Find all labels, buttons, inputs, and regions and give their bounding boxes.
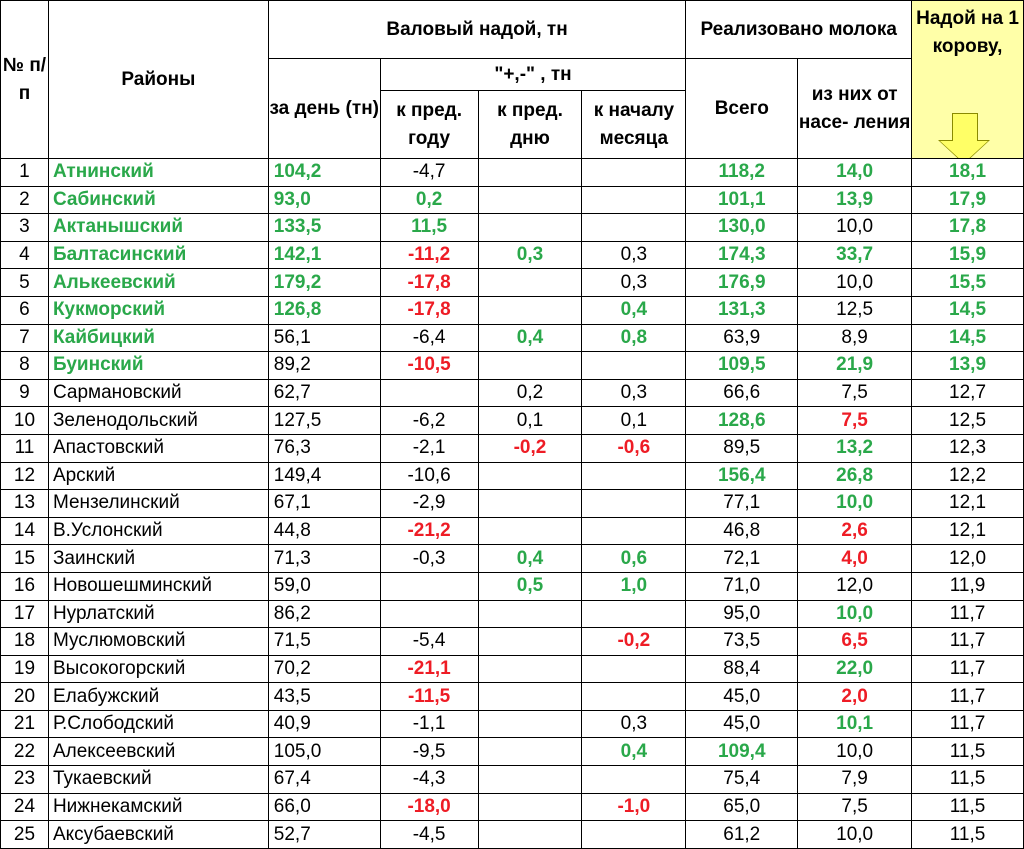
to-prev-day-value [478, 766, 582, 794]
table-row [1, 655, 1024, 683]
row-number: 1 [1, 159, 49, 187]
to-prev-day-value: 0,1 [478, 407, 582, 435]
per-day-value: 133,5 [268, 214, 380, 242]
to-prev-day-value [478, 296, 582, 324]
row-number: 23 [1, 766, 49, 794]
col-header-num: № п/п [1, 1, 49, 159]
district-name: Аксубаевский [48, 821, 268, 849]
per-day-value: 86,2 [268, 600, 380, 628]
yield-per-cow-value: 12,0 [912, 545, 1024, 573]
down-arrow-head-icon [940, 141, 988, 159]
row-number: 11 [1, 434, 49, 462]
yield-per-cow-value: 17,8 [912, 214, 1024, 242]
total-sold-value: 118,2 [686, 159, 798, 187]
per-day-value: 89,2 [268, 352, 380, 380]
to-prev-day-value [478, 269, 582, 297]
from-population-value: 12,5 [798, 296, 912, 324]
to-month-start-value: 0,1 [582, 407, 686, 435]
row-number: 9 [1, 379, 49, 407]
to-prev-year-value: -6,2 [380, 407, 478, 435]
table-row [1, 462, 1024, 490]
per-day-value: 52,7 [268, 821, 380, 849]
to-prev-year-value: -4,3 [380, 766, 478, 794]
to-prev-day-value [478, 628, 582, 656]
yield-per-cow-value: 11,9 [912, 572, 1024, 600]
to-month-start-value: 0,3 [582, 241, 686, 269]
col-header-to-prev-day: к пред. дню [478, 91, 582, 159]
district-name: Новошешминский [48, 572, 268, 600]
to-prev-year-value: -11,5 [380, 683, 478, 711]
district-name: Атнинский [48, 159, 268, 187]
table-row [1, 628, 1024, 656]
district-name: Нижнекамский [48, 793, 268, 821]
per-day-value: 104,2 [268, 159, 380, 187]
row-number: 21 [1, 710, 49, 738]
district-name: Нурлатский [48, 600, 268, 628]
district-name: Актанышский [48, 214, 268, 242]
yield-per-cow-value: 15,9 [912, 241, 1024, 269]
row-number: 6 [1, 296, 49, 324]
to-prev-day-value: -0,2 [478, 434, 582, 462]
table-row [1, 490, 1024, 518]
to-month-start-value: 0,3 [582, 710, 686, 738]
to-month-start-value [582, 766, 686, 794]
district-name: Сармановский [48, 379, 268, 407]
to-prev-year-value: 11,5 [380, 214, 478, 242]
table-row [1, 434, 1024, 462]
to-prev-day-value [478, 600, 582, 628]
from-population-value: 10,0 [798, 214, 912, 242]
from-population-value: 22,0 [798, 655, 912, 683]
table-row [1, 352, 1024, 380]
total-sold-value: 72,1 [686, 545, 798, 573]
yield-per-cow-value: 11,5 [912, 766, 1024, 794]
row-number: 25 [1, 821, 49, 849]
table-row [1, 600, 1024, 628]
row-number: 5 [1, 269, 49, 297]
to-month-start-value [582, 600, 686, 628]
per-day-value: 149,4 [268, 462, 380, 490]
total-sold-value: 131,3 [686, 296, 798, 324]
per-day-value: 43,5 [268, 683, 380, 711]
total-sold-value: 176,9 [686, 269, 798, 297]
to-month-start-value: -0,2 [582, 628, 686, 656]
from-population-value: 10,0 [798, 821, 912, 849]
to-prev-day-value: 0,4 [478, 545, 582, 573]
total-sold-value: 101,1 [686, 186, 798, 214]
to-prev-day-value [478, 214, 582, 242]
yield-per-cow-value: 11,5 [912, 738, 1024, 766]
row-number: 20 [1, 683, 49, 711]
from-population-value: 10,0 [798, 600, 912, 628]
to-prev-year-value: -1,1 [380, 710, 478, 738]
from-population-value: 10,1 [798, 710, 912, 738]
total-sold-value: 61,2 [686, 821, 798, 849]
yield-per-cow-value: 13,9 [912, 352, 1024, 380]
row-number: 17 [1, 600, 49, 628]
to-prev-year-value: -21,2 [380, 517, 478, 545]
district-name: Р.Слободский [48, 710, 268, 738]
yield-per-cow-value: 14,5 [912, 324, 1024, 352]
table-row [1, 324, 1024, 352]
to-prev-day-value [478, 710, 582, 738]
from-population-value: 6,5 [798, 628, 912, 656]
row-number: 8 [1, 352, 49, 380]
col-header-to-prev-year: к пред. году [380, 91, 478, 159]
total-sold-value: 63,9 [686, 324, 798, 352]
to-month-start-value: -1,0 [582, 793, 686, 821]
total-sold-value: 130,0 [686, 214, 798, 242]
total-sold-value: 75,4 [686, 766, 798, 794]
per-day-value: 66,0 [268, 793, 380, 821]
to-prev-year-value: -17,8 [380, 269, 478, 297]
district-name: Балтасинский [48, 241, 268, 269]
to-prev-year-value: -9,5 [380, 738, 478, 766]
to-prev-year-value: -10,5 [380, 352, 478, 380]
total-sold-value: 45,0 [686, 710, 798, 738]
row-number: 13 [1, 490, 49, 518]
row-number: 24 [1, 793, 49, 821]
to-prev-year-value: 0,2 [380, 186, 478, 214]
per-day-value: 56,1 [268, 324, 380, 352]
to-month-start-value: 0,3 [582, 269, 686, 297]
to-month-start-value [582, 490, 686, 518]
per-day-value: 105,0 [268, 738, 380, 766]
from-population-value: 4,0 [798, 545, 912, 573]
per-day-value: 76,3 [268, 434, 380, 462]
col-header-sold-milk: Реализовано молока [686, 1, 912, 59]
table-row [1, 517, 1024, 545]
to-month-start-value: -0,6 [582, 434, 686, 462]
from-population-value: 7,5 [798, 379, 912, 407]
to-month-start-value [582, 159, 686, 187]
total-sold-value: 174,3 [686, 241, 798, 269]
yield-per-cow-value: 11,7 [912, 628, 1024, 656]
from-population-value: 10,0 [798, 490, 912, 518]
per-day-value: 44,8 [268, 517, 380, 545]
total-sold-value: 71,0 [686, 572, 798, 600]
yield-per-cow-value: 12,1 [912, 490, 1024, 518]
to-prev-year-value: -5,4 [380, 628, 478, 656]
col-header-gross-yield: Валовый надой, тн [268, 1, 686, 59]
to-month-start-value [582, 352, 686, 380]
col-header-to-month-start: к началу месяца [582, 91, 686, 159]
to-prev-year-value [380, 572, 478, 600]
to-month-start-value: 0,4 [582, 296, 686, 324]
district-name: Кукморский [48, 296, 268, 324]
table-row [1, 214, 1024, 242]
yield-per-cow-value: 17,9 [912, 186, 1024, 214]
row-number: 14 [1, 517, 49, 545]
district-name: Заинский [48, 545, 268, 573]
district-name: Мензелинский [48, 490, 268, 518]
to-prev-day-value: 0,3 [478, 241, 582, 269]
from-population-value: 14,0 [798, 159, 912, 187]
table-row [1, 738, 1024, 766]
from-population-value: 7,5 [798, 407, 912, 435]
row-number: 2 [1, 186, 49, 214]
total-sold-value: 66,6 [686, 379, 798, 407]
to-prev-day-value [478, 655, 582, 683]
to-month-start-value: 1,0 [582, 572, 686, 600]
table-row [1, 710, 1024, 738]
to-prev-year-value [380, 379, 478, 407]
from-population-value: 10,0 [798, 269, 912, 297]
to-prev-day-value: 0,4 [478, 324, 582, 352]
yield-per-cow-value: 11,5 [912, 793, 1024, 821]
yield-per-cow-value: 12,2 [912, 462, 1024, 490]
row-number: 15 [1, 545, 49, 573]
table-row [1, 407, 1024, 435]
district-name: В.Услонский [48, 517, 268, 545]
district-name: Алькеевский [48, 269, 268, 297]
yield-per-cow-value: 11,7 [912, 683, 1024, 711]
table-row [1, 793, 1024, 821]
to-month-start-value [582, 655, 686, 683]
district-name: Елабужский [48, 683, 268, 711]
per-day-value: 126,8 [268, 296, 380, 324]
table-row [1, 766, 1024, 794]
to-prev-day-value [478, 793, 582, 821]
to-prev-day-value: 0,5 [478, 572, 582, 600]
to-month-start-value: 0,8 [582, 324, 686, 352]
total-sold-value: 88,4 [686, 655, 798, 683]
row-number: 19 [1, 655, 49, 683]
yield-per-cow-value: 14,5 [912, 296, 1024, 324]
col-header-from-population: из них от насе- ления [798, 59, 912, 159]
to-prev-day-value [478, 490, 582, 518]
table-row [1, 186, 1024, 214]
per-day-value: 179,2 [268, 269, 380, 297]
from-population-value: 21,9 [798, 352, 912, 380]
table-row [1, 379, 1024, 407]
to-prev-year-value: -2,1 [380, 434, 478, 462]
col-header-per-day: за день (тн) [268, 59, 380, 159]
per-day-value: 71,3 [268, 545, 380, 573]
table-row [1, 241, 1024, 269]
per-day-value: 67,4 [268, 766, 380, 794]
table-row [1, 821, 1024, 849]
to-month-start-value [582, 683, 686, 711]
to-prev-day-value [478, 159, 582, 187]
total-sold-value: 109,5 [686, 352, 798, 380]
row-number: 18 [1, 628, 49, 656]
row-number: 7 [1, 324, 49, 352]
yield-per-cow-value: 18,1 [912, 159, 1024, 187]
total-sold-value: 156,4 [686, 462, 798, 490]
col-header-yield-per-cow [912, 1, 1024, 159]
per-day-value: 142,1 [268, 241, 380, 269]
to-month-start-value [582, 517, 686, 545]
district-name: Алексеевский [48, 738, 268, 766]
row-number: 4 [1, 241, 49, 269]
from-population-value: 13,9 [798, 186, 912, 214]
table-row [1, 545, 1024, 573]
total-sold-value: 73,5 [686, 628, 798, 656]
col-header-total: Всего [686, 59, 798, 159]
row-number: 10 [1, 407, 49, 435]
district-name: Буинский [48, 352, 268, 380]
to-prev-day-value [478, 683, 582, 711]
district-name: Тукаевский [48, 766, 268, 794]
to-prev-year-value: -21,1 [380, 655, 478, 683]
to-month-start-value [582, 821, 686, 849]
to-prev-day-value [478, 738, 582, 766]
to-month-start-value: 0,4 [582, 738, 686, 766]
to-prev-year-value: -4,5 [380, 821, 478, 849]
yield-per-cow-value: 15,5 [912, 269, 1024, 297]
per-day-value: 70,2 [268, 655, 380, 683]
total-sold-value: 65,0 [686, 793, 798, 821]
col-header-district: Районы [48, 1, 268, 159]
total-sold-value: 45,0 [686, 683, 798, 711]
district-name: Кайбицкий [48, 324, 268, 352]
from-population-value: 8,9 [798, 324, 912, 352]
from-population-value: 7,9 [798, 766, 912, 794]
per-day-value: 71,5 [268, 628, 380, 656]
district-name: Апастовский [48, 434, 268, 462]
from-population-value: 26,8 [798, 462, 912, 490]
to-prev-year-value: -2,9 [380, 490, 478, 518]
district-name: Высокогорский [48, 655, 268, 683]
row-number: 3 [1, 214, 49, 242]
from-population-value: 10,0 [798, 738, 912, 766]
total-sold-value: 109,4 [686, 738, 798, 766]
to-prev-year-value [380, 600, 478, 628]
yield-per-cow-value: 12,5 [912, 407, 1024, 435]
table-row [1, 296, 1024, 324]
to-prev-year-value: -10,6 [380, 462, 478, 490]
yield-per-cow-value: 12,1 [912, 517, 1024, 545]
col-header-plus-minus: "+,-" , тн [380, 59, 686, 91]
to-prev-year-value: -6,4 [380, 324, 478, 352]
from-population-value: 2,6 [798, 517, 912, 545]
district-name: Муслюмовский [48, 628, 268, 656]
to-prev-year-value: -17,8 [380, 296, 478, 324]
yield-per-cow-value: 11,7 [912, 600, 1024, 628]
yield-per-cow-value: 11,7 [912, 655, 1024, 683]
to-prev-day-value [478, 352, 582, 380]
row-number: 12 [1, 462, 49, 490]
total-sold-value: 95,0 [686, 600, 798, 628]
to-prev-year-value: -18,0 [380, 793, 478, 821]
table-body [1, 159, 1024, 849]
yield-per-cow-value: 12,3 [912, 434, 1024, 462]
from-population-value: 2,0 [798, 683, 912, 711]
table-row [1, 269, 1024, 297]
to-month-start-value [582, 214, 686, 242]
to-prev-year-value: -4,7 [380, 159, 478, 187]
to-month-start-value: 0,3 [582, 379, 686, 407]
from-population-value: 33,7 [798, 241, 912, 269]
total-sold-value: 89,5 [686, 434, 798, 462]
district-name: Арский [48, 462, 268, 490]
district-name: Зеленодольский [48, 407, 268, 435]
to-month-start-value: 0,6 [582, 545, 686, 573]
callout-label: Надой на 1 корову, [916, 8, 1019, 57]
table-row [1, 572, 1024, 600]
row-number: 22 [1, 738, 49, 766]
per-day-value: 40,9 [268, 710, 380, 738]
from-population-value: 13,2 [798, 434, 912, 462]
down-arrow-icon [952, 113, 978, 144]
to-prev-day-value [478, 186, 582, 214]
to-prev-day-value [478, 821, 582, 849]
total-sold-value: 128,6 [686, 407, 798, 435]
to-month-start-value [582, 462, 686, 490]
to-prev-day-value [478, 517, 582, 545]
from-population-value: 12,0 [798, 572, 912, 600]
total-sold-value: 77,1 [686, 490, 798, 518]
table-row [1, 683, 1024, 711]
row-number: 16 [1, 572, 49, 600]
per-day-value: 67,1 [268, 490, 380, 518]
table-row [1, 159, 1024, 187]
yield-per-cow-value: 11,5 [912, 821, 1024, 849]
to-prev-year-value: -0,3 [380, 545, 478, 573]
to-prev-day-value: 0,2 [478, 379, 582, 407]
to-prev-day-value [478, 462, 582, 490]
yield-per-cow-value: 12,7 [912, 379, 1024, 407]
to-prev-year-value: -11,2 [380, 241, 478, 269]
per-day-value: 127,5 [268, 407, 380, 435]
yield-per-cow-value: 11,7 [912, 710, 1024, 738]
from-population-value: 7,5 [798, 793, 912, 821]
per-day-value: 59,0 [268, 572, 380, 600]
district-name: Сабинский [48, 186, 268, 214]
total-sold-value: 46,8 [686, 517, 798, 545]
per-day-value: 62,7 [268, 379, 380, 407]
per-day-value: 93,0 [268, 186, 380, 214]
to-month-start-value [582, 186, 686, 214]
